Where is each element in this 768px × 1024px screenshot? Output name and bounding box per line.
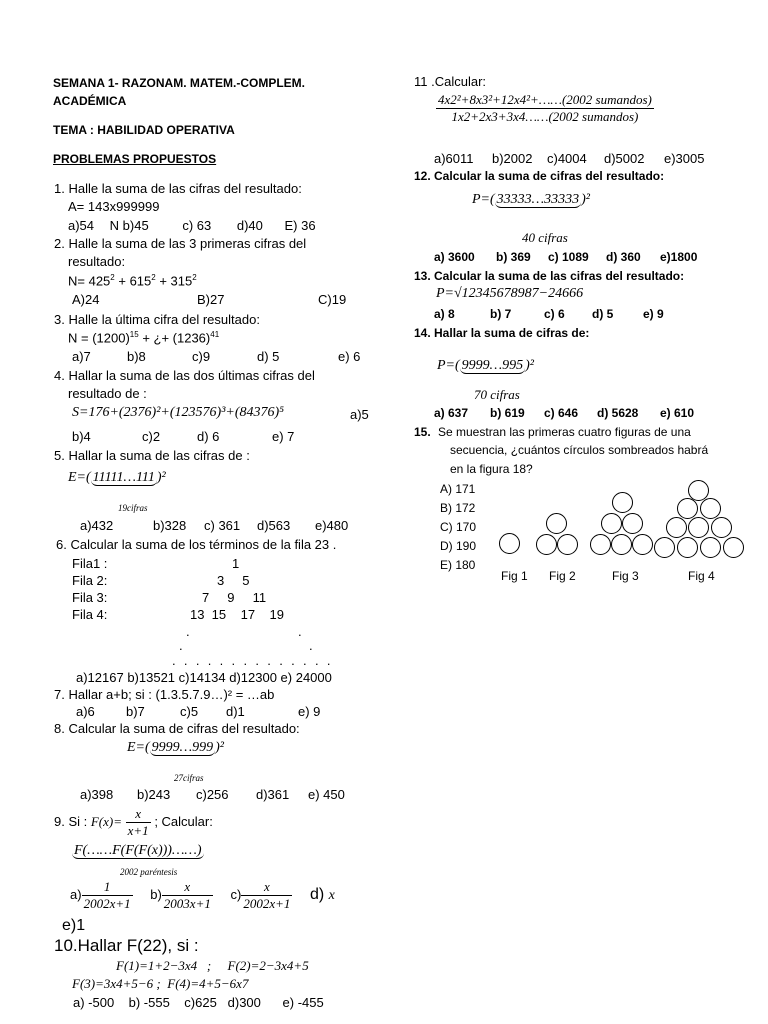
circle bbox=[557, 534, 578, 555]
option-c: c) 63 bbox=[182, 218, 212, 233]
fila-4-label: Fila 4: bbox=[72, 607, 108, 622]
fila-2-values: 3 5 bbox=[217, 573, 250, 588]
circle bbox=[654, 537, 675, 558]
option-e: e) 7 bbox=[272, 429, 295, 444]
option-a: a)6011 bbox=[434, 151, 474, 166]
problem-13-expression: P=√12345678987−24666 bbox=[436, 286, 584, 301]
option-e: e) 450 bbox=[308, 787, 345, 802]
problem-9-option-e: e)1 bbox=[62, 917, 86, 934]
option-c: c)2 bbox=[142, 429, 161, 444]
option-c: c) $\frac{x}{2002x+1}$ bbox=[230, 879, 291, 911]
fila-1-label: Fila1 : bbox=[72, 556, 108, 571]
problem-10-line1: F(1)=1+2−3x4 ; F(2)=2−3x4+5 bbox=[116, 958, 309, 973]
circle bbox=[711, 517, 732, 538]
tema-heading: TEMA : HABILIDAD OPERATIVA bbox=[53, 123, 235, 137]
problem-8-under-label: 27cifras bbox=[174, 773, 204, 783]
option-a: A)24 bbox=[72, 292, 100, 307]
option-a: a)432 bbox=[80, 518, 114, 533]
problem-7-question: 7. Hallar a+b; si : (1.3.5.7.9…)² = …ab bbox=[54, 687, 275, 702]
option-b: b) 7 bbox=[490, 307, 512, 321]
option-a: a) $\frac{1}{2002x+1}$ bbox=[70, 879, 131, 911]
fig-3-label: Fig 3 bbox=[612, 569, 639, 583]
option-b: b) $\frac{x}{2003x+1}$ bbox=[150, 879, 211, 911]
circle bbox=[632, 534, 653, 555]
option-d: d)563 bbox=[257, 518, 291, 533]
problem-14-under-label: 70 cifras bbox=[474, 387, 520, 402]
option-a: a)6 bbox=[76, 704, 95, 719]
option-e: E) 36 bbox=[284, 218, 316, 233]
option-b: B) 172 bbox=[440, 501, 476, 515]
option-a: a)398 bbox=[80, 787, 114, 802]
option-a: a)7 bbox=[72, 349, 91, 364]
problem-12-under-label: 40 cifras bbox=[522, 230, 568, 245]
option-d: d)361 bbox=[256, 787, 290, 802]
fig-1-label: Fig 1 bbox=[501, 569, 528, 583]
option-e: e) 610 bbox=[660, 406, 695, 420]
problem-2-expression: $N= 425^2 + 615^2 + 315^2$ bbox=[68, 273, 197, 289]
option-c: c) 361 bbox=[204, 518, 241, 533]
option-c: C)19 bbox=[318, 292, 347, 307]
circle bbox=[499, 533, 520, 554]
circle bbox=[700, 498, 721, 519]
problem-9-under-label: 2002 paréntesis bbox=[120, 867, 178, 877]
problem-1-options bbox=[68, 218, 316, 233]
problem-8-question: 8. Calcular la suma de cifras del resultado: bbox=[54, 721, 300, 736]
option-d: d) 6 bbox=[197, 429, 220, 444]
fila-1-values: 1 bbox=[232, 556, 240, 571]
problem-6-options: a)12167 b)13521 c)14134 d)12300 e) 24000 bbox=[76, 670, 332, 685]
problem-5-under-label: 19cifras bbox=[118, 503, 148, 513]
option-e: e)480 bbox=[315, 518, 349, 533]
problem-5-question: 5. Hallar la suma de las cifras de : bbox=[54, 448, 250, 463]
fig-4-label: Fig 4 bbox=[688, 569, 715, 583]
option-b: b)2002 bbox=[492, 151, 533, 166]
fila-4-values: 13 15 17 19 bbox=[190, 607, 284, 622]
option-c: c)9 bbox=[192, 349, 211, 364]
problem-4-question: 4. Hallar la suma de las dos últimas cifras del bbox=[54, 368, 315, 383]
problem-4-question-cont: resultado de : bbox=[68, 386, 147, 401]
problemas-heading: PROBLEMAS PROPUESTOS bbox=[53, 152, 217, 166]
problem-9-options bbox=[70, 879, 335, 912]
circle bbox=[590, 534, 611, 555]
option-a: a) 8 bbox=[434, 307, 455, 321]
fig-2-label: Fig 2 bbox=[549, 569, 576, 583]
option-b: b) 619 bbox=[490, 406, 525, 420]
problem-3-question: 3. Halle la última cifra del resultado: bbox=[54, 312, 260, 327]
option-d: d)1 bbox=[226, 704, 245, 719]
problem-12-expression: P=( 33333…33333 )² bbox=[472, 192, 590, 207]
option-d: d) 5628 bbox=[597, 406, 639, 420]
option-d: d) 5 bbox=[257, 349, 280, 364]
option-a: a) 3600 bbox=[434, 250, 475, 264]
circle bbox=[536, 534, 557, 555]
problem-2-question: 2. Halle la suma de las 3 primeras cifras del bbox=[54, 236, 307, 251]
problem-15-question: Se muestran las primeras cuatro figuras de una bbox=[438, 425, 691, 439]
problem-10-question: 10.Hallar F(22), si : bbox=[54, 936, 199, 955]
circle bbox=[601, 513, 622, 534]
option-c: c) 646 bbox=[544, 406, 579, 420]
option-a: a) 637 bbox=[434, 406, 469, 420]
option-e: e)3005 bbox=[664, 151, 705, 166]
circle bbox=[723, 537, 744, 558]
option-b: b) 369 bbox=[496, 250, 531, 264]
option-b: b)8 bbox=[127, 349, 146, 364]
option-c: c)256 bbox=[196, 787, 229, 802]
fila-2-label: Fila 2: bbox=[72, 573, 108, 588]
problem-8-expression: E=( 9999…999 )² bbox=[127, 740, 224, 755]
problem-14-question: 14. Hallar la suma de cifras de: bbox=[414, 326, 590, 340]
problem-9-nested: F(……F(F(F(x)))……) bbox=[74, 843, 202, 858]
header-title: SEMANA 1- RAZONAM. MATEM.-COMPLEM. bbox=[53, 76, 305, 90]
option-b: b)328 bbox=[153, 518, 187, 533]
option-d: d) x bbox=[309, 885, 335, 903]
problem-9-question: 9. Si : F(x)= $\frac{x}{x+1}$ ; Calcular: bbox=[54, 806, 213, 838]
problem-15-number: 15. bbox=[414, 425, 431, 439]
option-d: d) 360 bbox=[606, 250, 641, 264]
option-a: a)54 bbox=[68, 218, 95, 233]
problem-2-question-cont: resultado: bbox=[68, 254, 126, 269]
option-b: N b)45 bbox=[109, 218, 149, 233]
header-title-line2: ACADÉMICA bbox=[53, 94, 127, 108]
option-d: D) 190 bbox=[440, 539, 477, 553]
circle bbox=[612, 492, 633, 513]
problem-15-question-cont: secuencia, ¿cuántos círculos sombreados habrá bbox=[450, 443, 709, 457]
option-e: e) 9 bbox=[643, 307, 664, 321]
problem-1-expression: A= 143x999999 bbox=[68, 199, 160, 214]
option-c: c) 6 bbox=[544, 307, 565, 321]
problem-3-expression: $N = (1200)^{15}$ + ¿+ $(1236)^{41}$ bbox=[68, 330, 220, 346]
option-d: d)40 bbox=[236, 218, 263, 233]
problem-10-options: a) -500 b) -555 c)625 d)300 e) -455 bbox=[73, 995, 324, 1010]
problem-4-expression: S=176+(2376)²+(123576)³+(84376)⁵ bbox=[72, 405, 285, 420]
problem-12-question: 12. Calcular la suma de cifras del resultado: bbox=[414, 169, 665, 183]
option-c: C) 170 bbox=[440, 520, 477, 534]
circle bbox=[677, 537, 698, 558]
option-e: e) 6 bbox=[338, 349, 361, 364]
option-b: b)4 bbox=[72, 429, 91, 444]
option-c: c) 1089 bbox=[548, 250, 589, 264]
circle bbox=[688, 517, 709, 538]
option-d: d) 5 bbox=[592, 307, 614, 321]
option-d: d)5002 bbox=[604, 151, 645, 166]
option-a: A) 171 bbox=[440, 482, 476, 496]
option-c: c)5 bbox=[180, 704, 199, 719]
option-b: B)27 bbox=[197, 292, 225, 307]
fila-3-label: Fila 3: bbox=[72, 590, 108, 605]
circle bbox=[677, 498, 698, 519]
option-b: b)7 bbox=[126, 704, 145, 719]
problem-11-question: 11 .Calcular: bbox=[414, 74, 487, 89]
problem-14-expression: P=( 9999…995 )² bbox=[437, 358, 534, 373]
option-c: c)4004 bbox=[547, 151, 587, 166]
problem-4-option-a: a)5 bbox=[350, 407, 369, 422]
problem-13-question: 13. Calcular la suma de las cifras del resultado: bbox=[414, 269, 685, 283]
circle bbox=[666, 517, 687, 538]
problem-6-question: 6. Calcular la suma de los términos de la fila 23 . bbox=[56, 537, 337, 552]
problem-1-question: 1. Halle la suma de las cifras del resultado: bbox=[54, 181, 302, 196]
circle bbox=[611, 534, 632, 555]
option-b: b)243 bbox=[137, 787, 171, 802]
option-e: e)1800 bbox=[660, 250, 698, 264]
problem-11-fraction: $\frac{\text{4x2²+8x3²+12x4²+……(2002 sumandos)}}{\text{1x2+2x3+3x4……(2002 sumandos)}}$ bbox=[438, 92, 652, 124]
problem-10-line2: F(3)=3x4+5−6 ; F(4)=4+5−6x7 bbox=[72, 976, 249, 991]
option-e: e) 9 bbox=[298, 704, 321, 719]
circle bbox=[700, 537, 721, 558]
fila-3-values: 7 9 11 bbox=[202, 590, 267, 605]
circle bbox=[546, 513, 567, 534]
problem-5-expression: E=( 11111…111 )² bbox=[68, 470, 166, 485]
option-e: E) 180 bbox=[440, 558, 476, 572]
problem-15-question-cont2: en la figura 18? bbox=[450, 462, 533, 476]
circle bbox=[622, 513, 643, 534]
problem-15-options bbox=[440, 480, 500, 575]
